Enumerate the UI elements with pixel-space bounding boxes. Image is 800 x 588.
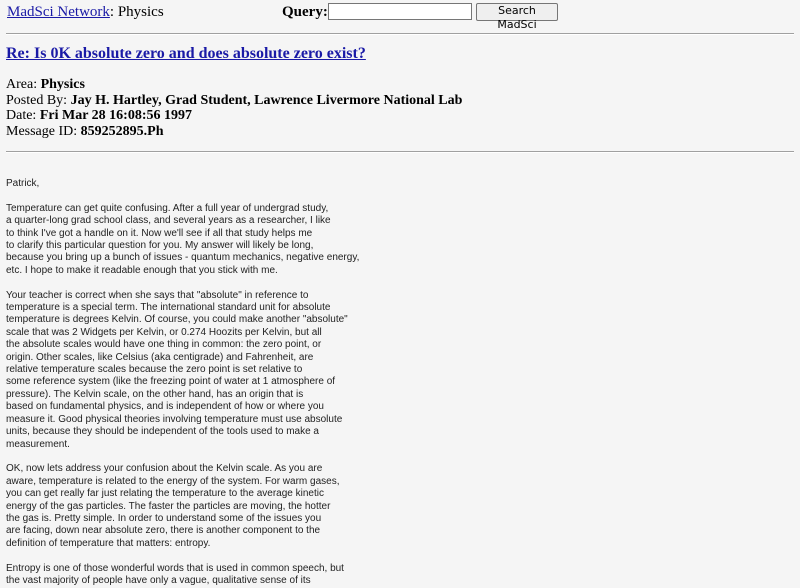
body-line: Your teacher is correct when she says that "absolute" in reference to xyxy=(6,289,309,301)
body-line: definition of temperature that matters: entropy. xyxy=(6,537,211,549)
paragraph-3 xyxy=(6,463,786,550)
madsci-network-link[interactable]: MadSci Network xyxy=(7,4,110,20)
body-line: to think I've got a handle on it. Now we'll see if all that study helps me xyxy=(6,227,313,239)
body-line: a quarter-long grad school class, and several years as a researcher, I like xyxy=(6,215,331,227)
body-line: measurement. xyxy=(6,438,70,450)
paragraph-1 xyxy=(6,203,786,277)
body-line: relative temperature scales because the zero point is set relative to xyxy=(6,364,303,376)
query-label: Query: xyxy=(282,4,328,20)
search-input[interactable] xyxy=(328,3,472,20)
site-header xyxy=(7,3,164,21)
section-name: : Physics xyxy=(109,4,164,20)
top-bar xyxy=(0,0,800,31)
body-line: the vast majority of people have only a vague, qualitative sense of its xyxy=(6,574,311,586)
body-line: origin. Other scales, like Celsius (aka centigrade) and Fahrenheit, are xyxy=(6,351,314,363)
body-line: Temperature can get quite confusing. After a full year of undergrad study, xyxy=(6,202,329,214)
area-label: Area: xyxy=(6,77,38,92)
body-line: to clarify this particular question for you. My answer will likely be long, xyxy=(6,240,314,252)
posted-by-value: Jay H. Hartley, Grad Student, Lawrence Livermore National Lab xyxy=(70,92,463,108)
body-line: you can get really far just relating the temperature to the average kinetic xyxy=(6,488,324,500)
body-line: aware, temperature is related to the energy of the system. For warm gases, xyxy=(6,475,340,487)
body-line: based on fundamental physics, and is independent of how or where you xyxy=(6,401,324,413)
area-value: Physics xyxy=(40,77,85,92)
date-label: Date: xyxy=(6,108,37,124)
date-row xyxy=(6,108,462,124)
body-line: temperature is a special term. The international standard unit for absolute xyxy=(6,302,331,314)
area-row xyxy=(6,77,462,93)
body-line: the absolute scales would have one thing in common: the zero point, or xyxy=(6,339,322,351)
posted-by-label: Posted By: xyxy=(6,92,68,108)
search-button[interactable]: Search MadSci xyxy=(476,3,558,21)
body-line: OK, now lets address your confusion about the Kelvin scale. As you are xyxy=(6,463,323,475)
posted-by-row xyxy=(6,93,462,109)
body-line: units, because they should be independent of the tools used to make a xyxy=(6,426,319,438)
body-line: temperature is degrees Kelvin. Of course, you could make another "absolute" xyxy=(6,314,348,326)
body-line: scale that was 2 Widgets per Kelvin, or 0.274 Hoozits per Kelvin, but all xyxy=(6,326,322,338)
message-body xyxy=(6,178,786,588)
paragraph-2 xyxy=(6,290,786,451)
body-line: etc. I hope to make it readable enough that you stick with me. xyxy=(6,264,278,276)
date-value: Fri Mar 28 16:08:56 1997 xyxy=(39,108,192,124)
body-line: are facing, down near absolute zero, there is another component to the xyxy=(6,525,321,537)
body-line: pressure). The Kelvin scale, on the other hand, has an origin that is xyxy=(6,388,304,400)
body-line: energy of the gas particles. The faster the particles are moving, the hotter xyxy=(6,500,331,512)
top-divider xyxy=(6,33,794,35)
body-line: measure it. Good physical theories involving temperature must use absolute xyxy=(6,413,343,425)
body-line: Entropy is one of those wonderful words that is used in common speech, but xyxy=(6,562,344,574)
message-metadata xyxy=(6,77,462,139)
message-id-value: 859252895.Ph xyxy=(80,123,164,139)
greeting: Patrick, xyxy=(6,178,40,189)
content-divider xyxy=(6,151,794,153)
body-line: some reference system (like the freezing point of water at 1 atmosphere of xyxy=(6,376,336,388)
message-title-link[interactable]: Re: Is 0K absolute zero and does absolute zero exist? xyxy=(6,45,366,62)
body-line: the gas is. Pretty simple. In order to understand some of the issues you xyxy=(6,512,322,524)
message-id-label: Message ID: xyxy=(6,123,78,139)
body-line: because you bring up a bunch of issues - quantum mechanics, negative energy, xyxy=(6,252,360,264)
paragraph-4 xyxy=(6,563,786,588)
message-id-row xyxy=(6,124,462,140)
